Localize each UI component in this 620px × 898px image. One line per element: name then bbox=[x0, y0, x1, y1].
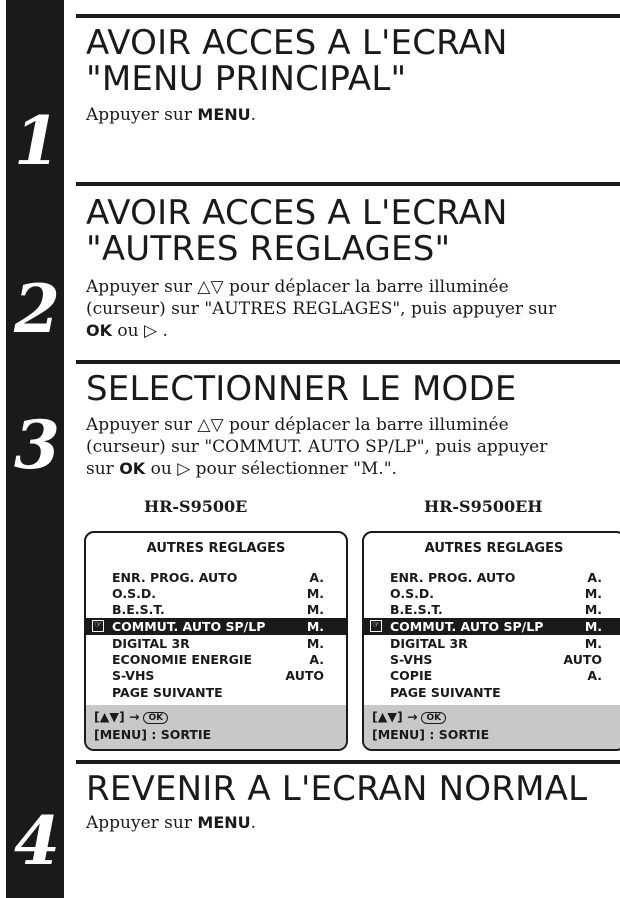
ok-key-label: OK bbox=[119, 459, 146, 478]
step-number-4: 4 bbox=[14, 802, 60, 880]
step-2-text: Appuyer sur △▽ pour déplacer la barre illuminée (curseur) sur "AUTRES REGLAGES", puis appuyer sur OK ou ▷ . bbox=[86, 277, 557, 341]
step-2-heading-line-1: AVOIR ACCES A L'ECRAN bbox=[86, 193, 508, 233]
menu-key-label: MENU bbox=[197, 813, 251, 832]
step-4-heading: REVENIR A L'ECRAN NORMAL bbox=[86, 769, 588, 809]
section-divider bbox=[76, 360, 620, 364]
pointing-hand-icon: ☞ bbox=[93, 620, 103, 630]
menu-item-highlighted: ☞ COMMUT. AUTO SP/LP M. bbox=[364, 618, 620, 635]
menu-item: DIGITAL 3R M. bbox=[112, 636, 324, 651]
menu-item-highlighted: ☞ COMMUT. AUTO SP/LP M. bbox=[86, 618, 346, 635]
screen-title: AUTRES REGLAGES bbox=[146, 541, 286, 556]
step-number-3: 3 bbox=[14, 406, 60, 484]
osd-screen-right bbox=[362, 531, 620, 751]
menu-item: B.E.S.T. M. bbox=[112, 602, 324, 617]
menu-item: ENR. PROG. AUTO A. bbox=[112, 570, 324, 585]
menu-item: O.S.D. M. bbox=[390, 586, 602, 601]
section-divider bbox=[76, 182, 620, 186]
menu-item: B.E.S.T. M. bbox=[390, 602, 602, 617]
screen-footer: [▲▼] → OK [MENU] : SORTIE bbox=[364, 705, 620, 749]
menu-item: S-VHS AUTO bbox=[390, 652, 602, 667]
model-label-left: HR-S9500E bbox=[144, 497, 248, 516]
step-3-heading: SELECTIONNER LE MODE bbox=[86, 369, 517, 409]
menu-item: PAGE SUIVANTE bbox=[390, 685, 501, 700]
screen-footer: [▲▼] → OK [MENU] : SORTIE bbox=[86, 705, 346, 749]
menu-item: ENR. PROG. AUTO A. bbox=[390, 570, 602, 585]
ok-key-label: OK bbox=[86, 321, 112, 340]
ok-icon: OK bbox=[421, 712, 446, 724]
menu-key-label: MENU bbox=[197, 105, 251, 124]
menu-item: S-VHS AUTO bbox=[112, 668, 324, 683]
step-4-text: Appuyer sur MENU. bbox=[86, 813, 257, 833]
step-2-heading-line-2: "AUTRES REGLAGES" bbox=[86, 229, 451, 269]
model-label-right: HR-S9500EH bbox=[424, 497, 543, 516]
menu-item: DIGITAL 3R M. bbox=[390, 636, 602, 651]
osd-screen-left bbox=[84, 531, 348, 751]
screen-title: AUTRES REGLAGES bbox=[424, 541, 564, 556]
step-3-text: Appuyer sur △▽ pour déplacer la barre illuminée (curseur) sur "COMMUT. AUTO SP/LP", puis appuyer sur OK ou ▷ pour sélectionner "M.". bbox=[86, 415, 548, 479]
menu-item: PAGE SUIVANTE bbox=[112, 685, 223, 700]
section-divider bbox=[76, 14, 620, 18]
step-number-2: 2 bbox=[14, 270, 60, 348]
menu-item: ECONOMIE ENERGIE A. bbox=[112, 652, 324, 667]
step-1-heading-line-1: AVOIR ACCES A L'ECRAN bbox=[86, 23, 508, 63]
pointing-hand-icon: ☞ bbox=[371, 620, 381, 630]
ok-icon: OK bbox=[143, 712, 168, 724]
step-number-1: 1 bbox=[14, 102, 60, 180]
menu-item: O.S.D. M. bbox=[112, 586, 324, 601]
step-1-heading-line-2: "MENU PRINCIPAL" bbox=[86, 59, 407, 99]
section-divider bbox=[76, 760, 620, 764]
menu-item: COPIE A. bbox=[390, 668, 602, 683]
step-1-text: Appuyer sur MENU. bbox=[86, 105, 257, 125]
